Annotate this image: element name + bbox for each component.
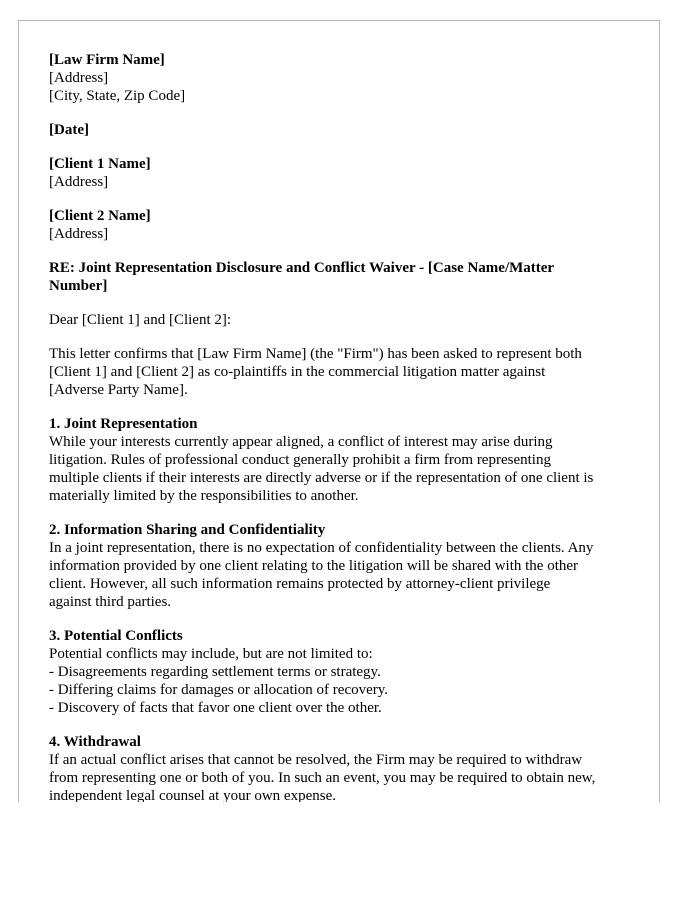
intro-line: [Adverse Party Name]. — [49, 382, 188, 398]
section-line: litigation. Rules of professional conduct generally prohibit a firm from representing — [49, 452, 551, 468]
section-line: multiple clients if their interests are directly adverse or if the representation of one client is — [49, 470, 594, 486]
section-potential-conflicts — [49, 627, 639, 717]
letter-date: [Date] — [49, 122, 89, 138]
section-heading: 4. Withdrawal — [49, 734, 141, 750]
client1-address: [Address] — [49, 174, 109, 190]
salutation-block — [49, 311, 639, 329]
section-line: materially limited by the responsibilities to another. — [49, 488, 359, 504]
client2-address: [Address] — [49, 226, 109, 242]
section-heading: 1. Joint Representation — [49, 416, 198, 432]
intro-line: This letter confirms that [Law Firm Name] (the "Firm") has been asked to represent both — [49, 346, 582, 362]
subject-line-2: Number] — [49, 278, 108, 294]
sender-address: [Address] — [49, 70, 109, 86]
intro-paragraph — [49, 345, 639, 399]
section-line: In a joint representation, there is no expectation of confidentiality between the clients. Any — [49, 540, 594, 556]
section-line: While your interests currently appear aligned, a conflict of interest may arise during — [49, 434, 553, 450]
section-line: against third parties. — [49, 594, 172, 610]
subject-line-1: RE: Joint Representation Disclosure and Conflict Waiver - [Case Name/Matter — [49, 260, 555, 276]
section-heading: 2. Information Sharing and Confidentiality — [49, 522, 326, 538]
list-item: - Discovery of facts that favor one client over the other. — [49, 700, 382, 716]
client2-name: [Client 2 Name] — [49, 208, 151, 224]
section-line: information provided by one client relating to the litigation will be shared with the other — [49, 558, 579, 574]
section-heading: 3. Potential Conflicts — [49, 628, 183, 644]
intro-line: [Client 1] and [Client 2] as co-plaintiffs in the commercial litigation matter against — [49, 364, 546, 380]
section-line: Potential conflicts may include, but are not limited to: — [49, 646, 373, 662]
list-item: - Differing claims for damages or allocation of recovery. — [49, 682, 389, 698]
section-line: client. However, all such information remains protected by attorney-client privilege — [49, 576, 551, 592]
section-line: independent legal counsel at your own expense. — [49, 788, 336, 802]
letter-content — [49, 51, 639, 802]
section-information-sharing — [49, 521, 639, 611]
section-line: If an actual conflict arises that cannot be resolved, the Firm may be required to withdraw — [49, 752, 583, 768]
section-joint-representation — [49, 415, 639, 505]
client2-block — [49, 207, 639, 243]
sender-block — [49, 51, 639, 105]
client1-name: [Client 1 Name] — [49, 156, 151, 172]
section-withdrawal — [49, 733, 639, 802]
date-block — [49, 121, 639, 139]
subject-block — [49, 259, 639, 295]
salutation: Dear [Client 1] and [Client 2]: — [49, 312, 232, 328]
list-item: - Disagreements regarding settlement terms or strategy. — [49, 664, 381, 680]
client1-block — [49, 155, 639, 191]
letter-page — [18, 20, 660, 802]
sender-firm-name: [Law Firm Name] — [49, 52, 165, 68]
sender-city-state-zip: [City, State, Zip Code] — [49, 88, 186, 104]
section-line: from representing one or both of you. In such an event, you may be required to obtain new, — [49, 770, 596, 786]
